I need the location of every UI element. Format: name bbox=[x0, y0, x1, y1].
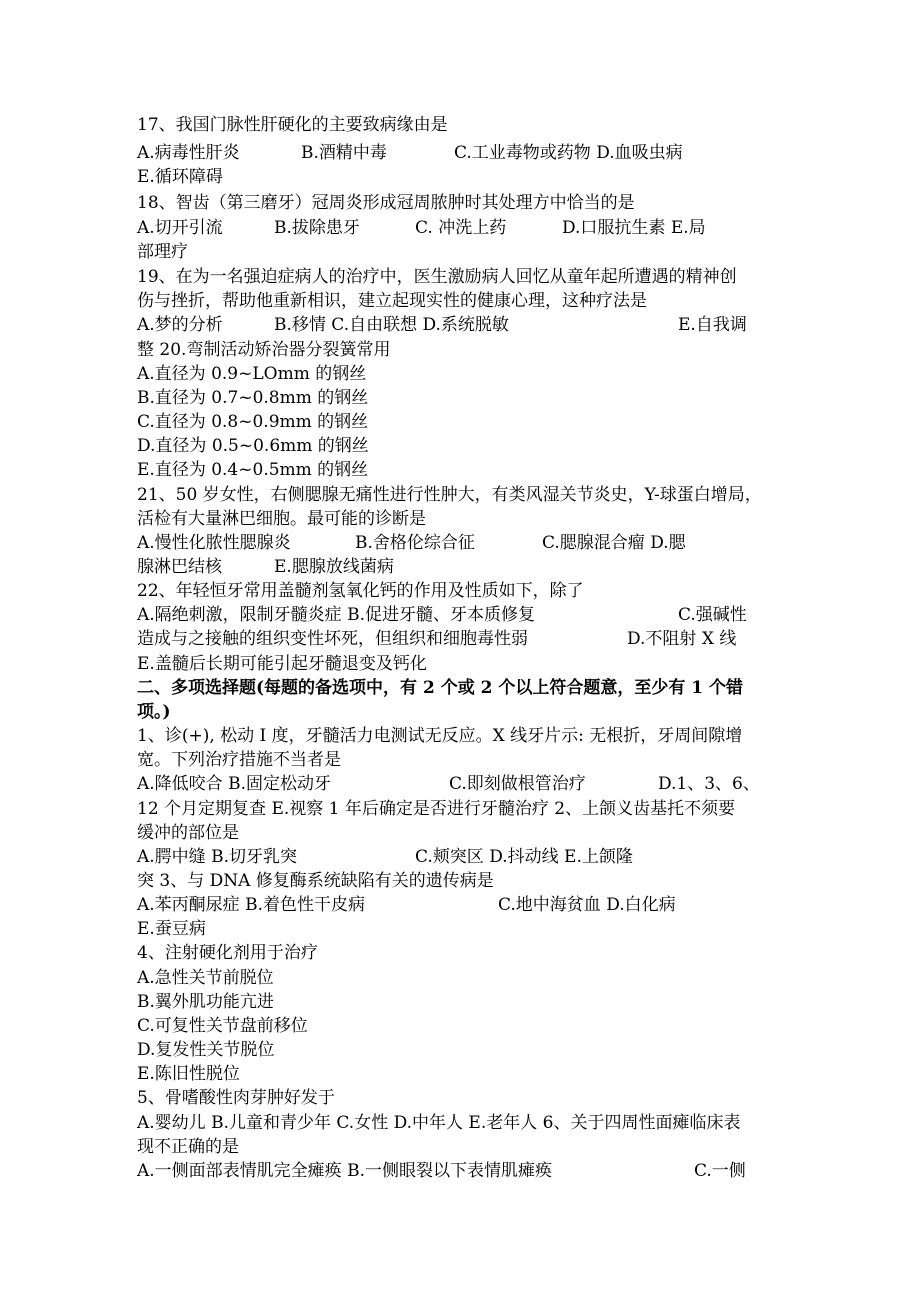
document-page: 17、我国门脉性肝硬化的主要致病缘由是 A.病毒性肝炎 B.酒精中毒 C.工业毒物或药物 D.血吸虫病 E.循环障碍 18、智齿（第三磨牙）冠周炎形成冠周脓肿时其处理方中恰当的是 A.切开引流 B.拔除患牙 C. 冲洗上药 D.口服抗生素 E.局 部理疗 19、在为一名强迫症病人的治疗中，医生激励病人回忆从童年起所遭遇的精神创 伤与挫折，帮助他重新相识，建立起现实性的健康心理，这种疗法是 A.梦的分析 B.移情 C.自由联想 D.系统脱敏 E.自我调 整 20.弯制活动矫治器分裂簧常用 A.直径为 0.9~LOmm 的钢丝 B.直径为 0.7~0.8mm 的钢丝 C.直径为 0.8~0.9mm 的钢丝 D.直径为 0.5~0.6mm 的钢丝 E.直径为 0.4~0.5mm 的钢丝 21、50 岁女性，右侧腮腺无痛性进行性肿大，有类风湿关节炎史，Y-球蛋白增局， 活检有大量淋巴细胞。最可能的诊断是 A.慢性化脓性腮腺炎 B.舍格伦综合征 C.腮腺混合瘤 D.腮 腺淋巴结核 E.腮腺放线菌病 22、年轻恒牙常用盖髓剂氢氧化钙的作用及性质如下，除了 A.隔绝刺激，限制牙髓炎症 B.促进牙髓、牙本质修复 C.强碱性 造成与之接触的组织变性坏死，但组织和细胞毒性弱 D.不阻射 X 线 E.盖髓后长期可能引起牙髓退变及钙化 二、多项选择题(每题的备选项中，有 2 个或 2 个以上符合题意，至少有 1 个错 项。) 1、诊(+), 松动 I 度，牙髓活力电测试无反应。X 线牙片示: 无根折，牙周间隙增 宽。下列治疗措施不当者是 A.降低咬合 B.固定松动牙 C.即刻做根管治疗 D.1、3、6、 12 个月定期复查 E.视察 1 年后确定是否进行牙髓治疗 2、上颌义齿基托不须要 缓冲的部位是 A.腭中缝 B.切牙乳突 C.颊突区 D.抖动线 E.上颌隆 突 3、与 DNA 修复酶系统缺陷有关的遗传病是 A.苯丙酮尿症 B.着色性干皮病 C.地中海贫血 D.白化病 E.蚕豆病 4、注射硬化剂用于治疗 A.急性关节前脱位 B.翼外肌功能亢进 C.可复性关节盘前移位 D.复发性关节脱位 E.陈旧性脱位 5、骨嗜酸性肉芽肿好发于 A.婴幼儿 B.儿童和青少年 C.女性 D.中年人 E.老年人 6、关于四周性面瘫临床表 现不正确的是 A.一侧面部表情肌完全瘫痪 B.一侧眼裂以下表情肌瘫痪 C.一侧 bbox=[137, 115, 762, 1181]
